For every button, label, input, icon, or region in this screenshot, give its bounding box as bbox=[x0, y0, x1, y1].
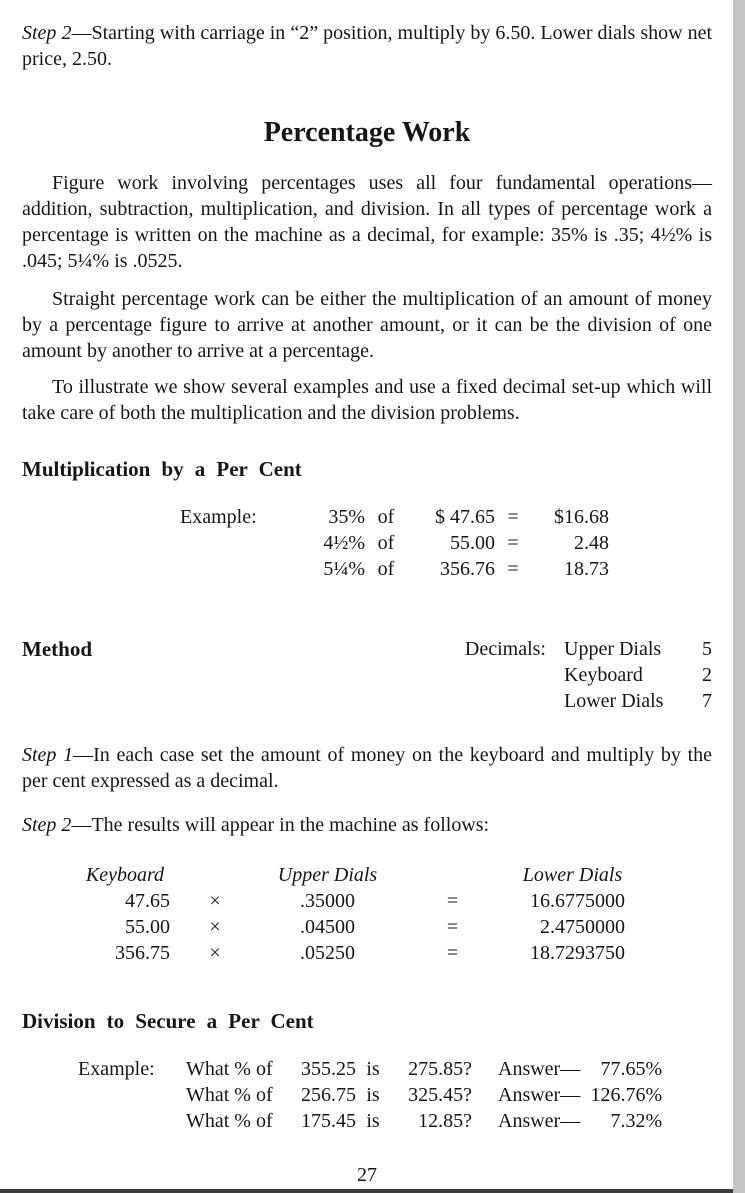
column-spacer bbox=[415, 862, 490, 888]
base-value: 175.45 bbox=[301, 1110, 356, 1132]
upper-dials-value: .35000 bbox=[300, 890, 355, 912]
example-row bbox=[186, 1108, 662, 1134]
answer-value: 7.32% bbox=[610, 1110, 663, 1132]
question-prefix: What % of bbox=[186, 1110, 273, 1132]
example-row bbox=[186, 1056, 662, 1082]
is-word: is bbox=[366, 1110, 380, 1132]
division-example-rows bbox=[186, 1056, 662, 1134]
table-row bbox=[60, 914, 712, 940]
result-value: 18.73 bbox=[564, 558, 609, 580]
paragraph-straight-percentage: Straight percentage work can be either the multiplication of an amount of money by a percentage figure to arrive at another amount, or it can be the division of one amount by another to arrive at a percentage. bbox=[22, 288, 712, 362]
example-row bbox=[297, 530, 609, 556]
answer-value: 126.76% bbox=[590, 1084, 663, 1106]
of-word: of bbox=[377, 506, 395, 528]
upper-dials-value: .05250 bbox=[300, 942, 355, 964]
table-row bbox=[60, 940, 712, 966]
lower-dials-value: 16.6775000 bbox=[530, 890, 625, 912]
decimals-items bbox=[564, 636, 712, 714]
column-header-upper-dials: Upper Dials bbox=[277, 864, 378, 886]
answer-label: Answer— bbox=[498, 1058, 581, 1080]
step-text: —The results will appear in the machine as follows: bbox=[71, 814, 490, 836]
heading-division: Division to Secure a Per Cent bbox=[22, 1009, 314, 1033]
equals-sign: = bbox=[446, 916, 459, 938]
result-value: $16.68 bbox=[554, 506, 609, 528]
answer-label: Answer— bbox=[498, 1084, 581, 1106]
decimals-item bbox=[564, 662, 712, 688]
keyboard-value: 356.75 bbox=[115, 942, 170, 964]
example-row bbox=[297, 556, 609, 582]
multiply-sign: × bbox=[209, 942, 221, 964]
equals-sign: = bbox=[446, 942, 459, 964]
part-value: 12.85? bbox=[418, 1110, 472, 1132]
decimals-item bbox=[564, 688, 712, 714]
of-word: of bbox=[377, 558, 395, 580]
page-title: Percentage Work bbox=[263, 117, 471, 148]
lower-dials-value: 2.4750000 bbox=[540, 916, 625, 938]
decimals-item-label: Keyboard bbox=[564, 664, 643, 686]
column-header-keyboard: Keyboard bbox=[85, 864, 165, 886]
is-word: is bbox=[366, 1084, 380, 1106]
division-example-block bbox=[78, 1056, 712, 1134]
percent-value: 4½% bbox=[323, 532, 365, 554]
decimals-setup bbox=[465, 636, 712, 714]
equals-sign: = bbox=[507, 532, 519, 554]
example-label: Example: bbox=[180, 506, 257, 528]
equals-sign: = bbox=[446, 890, 459, 912]
keyboard-value: 55.00 bbox=[125, 916, 170, 938]
results-table-header bbox=[60, 862, 712, 888]
page-number: 27 bbox=[357, 1164, 377, 1186]
decimals-label: Decimals: bbox=[464, 638, 546, 660]
scan-edge-right bbox=[733, 0, 745, 1193]
amount-value: 356.76 bbox=[440, 558, 495, 580]
multiplication-example-rows bbox=[297, 504, 609, 582]
amount-value: $ 47.65 bbox=[435, 506, 495, 528]
decimals-item-value: 2 bbox=[702, 664, 712, 686]
heading-multiplication: Multiplication by a Per Cent bbox=[22, 457, 302, 481]
result-value: 2.48 bbox=[574, 532, 609, 554]
keyboard-value: 47.65 bbox=[125, 890, 170, 912]
equals-sign: = bbox=[507, 506, 519, 528]
decimals-item-value: 5 bbox=[702, 638, 712, 660]
base-value: 355.25 bbox=[301, 1058, 356, 1080]
step2-paragraph bbox=[22, 812, 712, 838]
step-label: Step 2 bbox=[22, 814, 72, 836]
upper-dials-value: .04500 bbox=[300, 916, 355, 938]
step-text: —Starting with carriage in “2” position, multiply by 6.50. Lower dials show net price, 2.50. bbox=[22, 22, 713, 70]
decimals-item-label: Upper Dials bbox=[564, 638, 662, 660]
base-value: 256.75 bbox=[301, 1084, 356, 1106]
multiply-sign: × bbox=[209, 916, 221, 938]
example-row bbox=[186, 1082, 662, 1108]
decimals-item-label: Lower Dials bbox=[564, 690, 664, 712]
decimals-item bbox=[564, 636, 712, 662]
paragraph-illustrate: To illustrate we show several examples and use a fixed decimal set-up which will take care of both the multiplication and the division problems. bbox=[22, 376, 712, 424]
example-row bbox=[297, 504, 609, 530]
scan-edge-bottom bbox=[0, 1189, 733, 1193]
table-row bbox=[60, 888, 712, 914]
column-spacer bbox=[190, 862, 240, 888]
step-label: Step 1 bbox=[22, 744, 74, 766]
is-word: is bbox=[366, 1058, 380, 1080]
step1-paragraph bbox=[22, 742, 712, 794]
heading-method: Method bbox=[22, 637, 92, 661]
answer-label: Answer— bbox=[498, 1110, 581, 1132]
percent-value: 5¼% bbox=[323, 558, 365, 580]
amount-value: 55.00 bbox=[450, 532, 495, 554]
step-text: —In each case set the amount of money on the keyboard and multiply by the per cent expressed as a decimal. bbox=[22, 744, 712, 792]
step-label: Step 2 bbox=[22, 22, 72, 44]
decimals-item-value: 7 bbox=[702, 690, 712, 712]
results-table bbox=[60, 862, 712, 966]
equals-sign: = bbox=[507, 558, 519, 580]
column-header-lower-dials: Lower Dials bbox=[522, 864, 623, 886]
of-word: of bbox=[377, 532, 395, 554]
method-decimals-row bbox=[22, 636, 712, 714]
percent-value: 35% bbox=[328, 506, 365, 528]
part-value: 275.85? bbox=[408, 1058, 472, 1080]
question-prefix: What % of bbox=[186, 1058, 273, 1080]
paragraph-percentages-overview: Figure work involving percentages uses all four fundamental operations—addition, subtraction, multiplication, and division. In all types of percentage work a percentage is written on the machine as a decimal, for example: 35% is .35; 4½% is .045; 5¼% is .0525. bbox=[22, 172, 712, 272]
example-label: Example: bbox=[78, 1058, 155, 1080]
question-prefix: What % of bbox=[186, 1084, 273, 1106]
part-value: 325.45? bbox=[408, 1084, 472, 1106]
lower-dials-value: 18.7293750 bbox=[530, 942, 625, 964]
multiplication-example-block bbox=[180, 504, 712, 582]
answer-value: 77.65% bbox=[600, 1058, 663, 1080]
intro-step-paragraph bbox=[22, 20, 712, 72]
multiply-sign: × bbox=[209, 890, 221, 912]
